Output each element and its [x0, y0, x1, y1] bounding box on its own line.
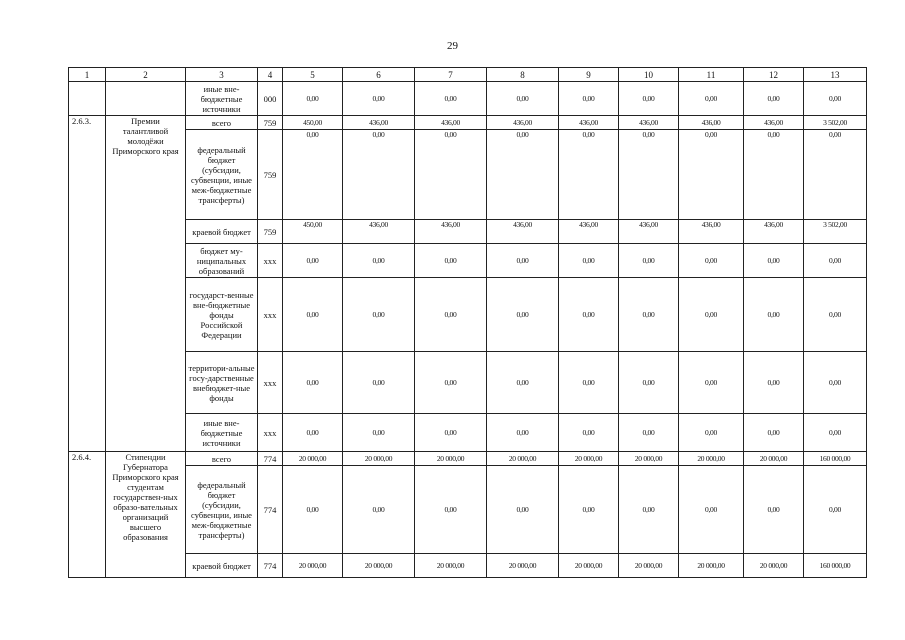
- value-cell: 0,00: [559, 466, 619, 554]
- value-cell: 436,00: [343, 116, 415, 130]
- budget-code: xxx: [258, 414, 283, 452]
- row-id-cell: [69, 82, 106, 116]
- value-cell: 0,00: [619, 352, 679, 414]
- value-cell: 436,00: [744, 220, 804, 244]
- value-cell: 436,00: [559, 220, 619, 244]
- value-cell: 0,00: [343, 244, 415, 278]
- value-cell: 0,00: [343, 278, 415, 352]
- value-cell: 450,00: [283, 220, 343, 244]
- table-row: [69, 414, 867, 452]
- funding-source: федеральный бюджет (субсидии, субвенции, иные меж-бюджетные трансферты): [186, 466, 258, 554]
- row-id-cell: 2.6.3.: [69, 116, 106, 452]
- value-cell: 0,00: [487, 352, 559, 414]
- value-cell: 0,00: [804, 130, 867, 220]
- budget-code: 759: [258, 220, 283, 244]
- value-cell: 0,00: [415, 82, 487, 116]
- value-cell: 0,00: [283, 466, 343, 554]
- value-cell: 0,00: [619, 244, 679, 278]
- value-cell: 0,00: [283, 352, 343, 414]
- value-cell: 436,00: [679, 116, 744, 130]
- funding-source: краевой бюджет: [186, 554, 258, 578]
- value-cell: 436,00: [679, 220, 744, 244]
- value-cell: 20 000,00: [619, 452, 679, 466]
- value-cell: 20 000,00: [415, 554, 487, 578]
- value-cell: 0,00: [559, 414, 619, 452]
- value-cell: 160 000,00: [804, 452, 867, 466]
- header-cell: 13: [804, 68, 867, 82]
- funding-source: краевой бюджет: [186, 220, 258, 244]
- value-cell: 3 502,00: [804, 116, 867, 130]
- value-cell: 0,00: [343, 82, 415, 116]
- budget-code: xxx: [258, 244, 283, 278]
- table-row: [69, 116, 867, 130]
- header-row: [69, 68, 867, 82]
- value-cell: 0,00: [804, 244, 867, 278]
- budget-code: 759: [258, 116, 283, 130]
- value-cell: 20 000,00: [343, 554, 415, 578]
- value-cell: 20 000,00: [283, 554, 343, 578]
- value-cell: 0,00: [559, 352, 619, 414]
- value-cell: 0,00: [415, 130, 487, 220]
- header-cell: 12: [744, 68, 804, 82]
- value-cell: 0,00: [343, 130, 415, 220]
- value-cell: 436,00: [487, 220, 559, 244]
- budget-code: xxx: [258, 278, 283, 352]
- funding-source: всего: [186, 116, 258, 130]
- value-cell: 0,00: [744, 130, 804, 220]
- value-cell: 0,00: [559, 278, 619, 352]
- header-cell: 6: [343, 68, 415, 82]
- value-cell: 0,00: [804, 414, 867, 452]
- value-cell: 20 000,00: [343, 452, 415, 466]
- funding-source: территори-альные госу-дарственные внебюджет-ные фонды: [186, 352, 258, 414]
- funding-source: государст-венные вне-бюджетные фонды Российской Федерации: [186, 278, 258, 352]
- value-cell: 0,00: [283, 130, 343, 220]
- funding-source: иные вне-бюджетные источники: [186, 414, 258, 452]
- value-cell: 0,00: [415, 244, 487, 278]
- value-cell: 20 000,00: [487, 452, 559, 466]
- value-cell: 0,00: [415, 278, 487, 352]
- value-cell: 0,00: [804, 278, 867, 352]
- table-body: [69, 68, 867, 578]
- header-cell: 8: [487, 68, 559, 82]
- row-id-cell: 2.6.4.: [69, 452, 106, 578]
- value-cell: 0,00: [487, 244, 559, 278]
- header-cell: 7: [415, 68, 487, 82]
- value-cell: 0,00: [415, 414, 487, 452]
- value-cell: 0,00: [283, 414, 343, 452]
- row-name-cell: [106, 82, 186, 116]
- header-cell: 9: [559, 68, 619, 82]
- value-cell: 20 000,00: [487, 554, 559, 578]
- value-cell: 436,00: [487, 116, 559, 130]
- value-cell: 0,00: [619, 82, 679, 116]
- value-cell: 20 000,00: [559, 452, 619, 466]
- value-cell: 436,00: [415, 220, 487, 244]
- value-cell: 0,00: [619, 278, 679, 352]
- budget-code: 000: [258, 82, 283, 116]
- value-cell: 0,00: [487, 82, 559, 116]
- value-cell: 0,00: [343, 414, 415, 452]
- budget-code: xxx: [258, 352, 283, 414]
- page-number: 29: [447, 40, 458, 52]
- table-row: [69, 554, 867, 578]
- value-cell: 0,00: [804, 352, 867, 414]
- value-cell: 0,00: [679, 414, 744, 452]
- value-cell: 3 502,00: [804, 220, 867, 244]
- value-cell: 0,00: [744, 244, 804, 278]
- table-row: [69, 244, 867, 278]
- value-cell: 20 000,00: [415, 452, 487, 466]
- value-cell: 450,00: [283, 116, 343, 130]
- value-cell: 0,00: [744, 82, 804, 116]
- header-cell: 11: [679, 68, 744, 82]
- value-cell: 0,00: [487, 278, 559, 352]
- header-cell: 10: [619, 68, 679, 82]
- value-cell: 436,00: [744, 116, 804, 130]
- table-row: [69, 466, 867, 554]
- value-cell: 20 000,00: [744, 452, 804, 466]
- header-cell: 5: [283, 68, 343, 82]
- value-cell: 0,00: [744, 414, 804, 452]
- table-row: [69, 352, 867, 414]
- value-cell: 436,00: [619, 116, 679, 130]
- table-row: [69, 220, 867, 244]
- value-cell: 20 000,00: [744, 554, 804, 578]
- value-cell: 0,00: [343, 466, 415, 554]
- value-cell: 0,00: [487, 466, 559, 554]
- funding-source: федеральный бюджет (субсидии, субвенции, иные меж-бюджетные трансферты): [186, 130, 258, 220]
- header-cell: 1: [69, 68, 106, 82]
- value-cell: 436,00: [415, 116, 487, 130]
- budget-code: 759: [258, 130, 283, 220]
- value-cell: 0,00: [744, 352, 804, 414]
- value-cell: 0,00: [559, 82, 619, 116]
- value-cell: 0,00: [619, 414, 679, 452]
- value-cell: 0,00: [415, 352, 487, 414]
- value-cell: 0,00: [487, 414, 559, 452]
- value-cell: 0,00: [679, 130, 744, 220]
- value-cell: 0,00: [619, 466, 679, 554]
- value-cell: 0,00: [744, 466, 804, 554]
- value-cell: 0,00: [619, 130, 679, 220]
- value-cell: 20 000,00: [619, 554, 679, 578]
- value-cell: 0,00: [679, 244, 744, 278]
- value-cell: 0,00: [283, 278, 343, 352]
- value-cell: 0,00: [804, 466, 867, 554]
- row-name-cell: Премии талантливой молодёжи Приморского края: [106, 116, 186, 452]
- value-cell: 0,00: [559, 130, 619, 220]
- value-cell: 0,00: [283, 244, 343, 278]
- value-cell: 0,00: [415, 466, 487, 554]
- budget-code: 774: [258, 452, 283, 466]
- value-cell: 0,00: [487, 130, 559, 220]
- value-cell: 0,00: [679, 82, 744, 116]
- header-cell: 3: [186, 68, 258, 82]
- value-cell: 0,00: [679, 352, 744, 414]
- table-row: [69, 278, 867, 352]
- value-cell: 0,00: [679, 466, 744, 554]
- value-cell: 0,00: [679, 278, 744, 352]
- value-cell: 160 000,00: [804, 554, 867, 578]
- budget-table: [68, 67, 867, 578]
- value-cell: 0,00: [804, 82, 867, 116]
- table-row: [69, 130, 867, 220]
- funding-source: всего: [186, 452, 258, 466]
- table-row: [69, 452, 867, 466]
- value-cell: 0,00: [283, 82, 343, 116]
- table-row: [69, 82, 867, 116]
- funding-source: иные вне-бюджетные источники: [186, 82, 258, 116]
- row-name-cell: Стипендии Губернатора Приморского края студентам государствен-ных образо-вательных организаций высшего образования: [106, 452, 186, 578]
- value-cell: 0,00: [744, 278, 804, 352]
- header-cell: 4: [258, 68, 283, 82]
- budget-code: 774: [258, 466, 283, 554]
- value-cell: 20 000,00: [679, 554, 744, 578]
- value-cell: 436,00: [619, 220, 679, 244]
- value-cell: 436,00: [559, 116, 619, 130]
- value-cell: 436,00: [343, 220, 415, 244]
- value-cell: 20 000,00: [283, 452, 343, 466]
- value-cell: 20 000,00: [559, 554, 619, 578]
- value-cell: 0,00: [343, 352, 415, 414]
- value-cell: 0,00: [559, 244, 619, 278]
- value-cell: 20 000,00: [679, 452, 744, 466]
- budget-code: 774: [258, 554, 283, 578]
- header-cell: 2: [106, 68, 186, 82]
- funding-source: бюджет му-ниципальных образований: [186, 244, 258, 278]
